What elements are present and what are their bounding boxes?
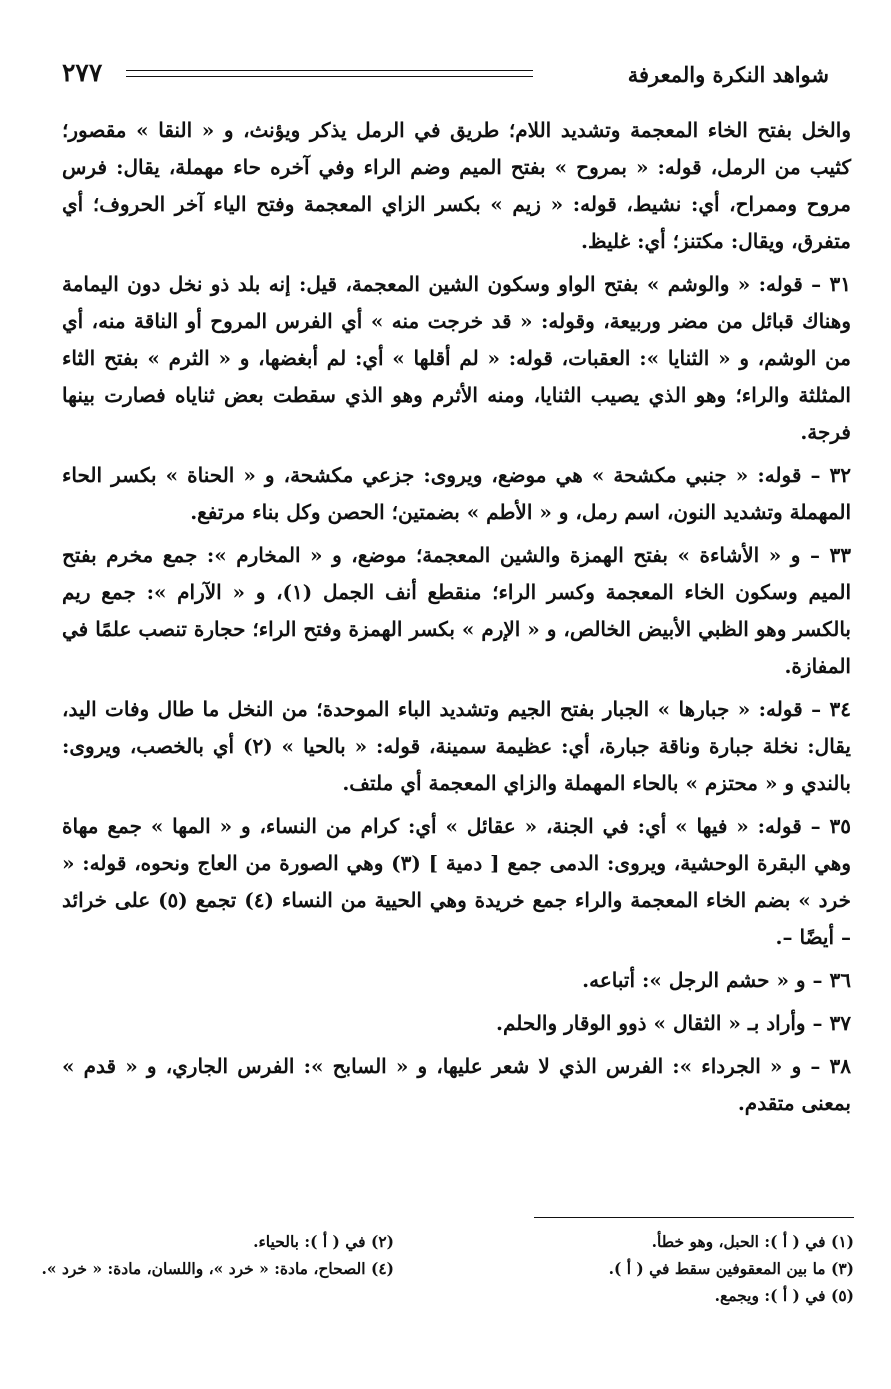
header-rule-top — [126, 70, 533, 71]
footnote: (٢) في ( أ ): بالحياء. — [253, 1232, 394, 1251]
paragraph: ٣٤ – قوله: « جبارها » الجبار بفتح الجيم وتشديد الباء الموحدة؛ من النخل ما طال وفات اليد، يقال: نخلة جبارة وناقة جبارة، أي: عظيمة سمينة، قوله: « بالحيا » (٢) أي بالخصب، ويروى: بالندي و « محتزم » بالحاء المهملة والزاي المعجمة أي ملتف. — [62, 697, 851, 795]
paragraph: ٣٢ – قوله: « جنبي مكشحة » هي موضع، ويروى: جزعي مكشحة، و « الحناة » بكسر الحاء المهملة وتشديد النون، اسم رمل، و « الأطم » بضمتين؛ الحصن وكل بناء مرتفع. — [62, 463, 851, 524]
paragraph: ٣٨ – و « الجرداء »: الفرس الذي لا شعر عليها، و « السابح »: الفرس الجاري، و « قدم » بمعنى متقدم. — [62, 1054, 851, 1115]
footnote-row — [40, 1228, 854, 1255]
paragraph: والخل بفتح الخاء المعجمة وتشديد اللام؛ طريق في الرمل يذكر ويؤنث، و « النقا » مقصور؛ كثيب من الرمل، قوله: « بمروح » بفتح الميم وضم الراء وفي آخره حاء مهملة، يقال: فرس مروح وممراح، أي: نشيط، قوله: « زيم » بكسر الزاي المعجمة وفتح الياء آخر الحروف؛ أي متفرق، ويقال: مكتنز؛ أي: غليظ. — [62, 118, 851, 253]
header-rule-bottom — [126, 76, 533, 77]
paragraph: ٣٦ – و « حشم الرجل »: أتباعه. — [582, 968, 851, 992]
main-text — [62, 112, 851, 1128]
footnote-row — [40, 1255, 854, 1282]
footnote-row — [40, 1282, 854, 1309]
paragraph: ٣٥ – قوله: « فيها » أي: في الجنة، « عقائل » أي: كرام من النساء، و « المها » جمع مهاة وهي البقرة الوحشية، ويروى: الدمى جمع [ دمية ] (٣) وهي الصورة من العاج ونحوه، قوله: « خرد » بضم الخاء المعجمة والراء جمع خريدة وهي الحيية من النساء (٤) تجمع (٥) على خرائد – أيضًا –. — [62, 814, 851, 949]
footnote: (٤) الصحاح، مادة: « خرد »، واللسان، مادة: « خرد ». — [41, 1259, 394, 1278]
footnote: (٥) في ( أ ): ويجمع. — [714, 1286, 854, 1305]
page-number: ٢٧٧ — [62, 58, 103, 87]
running-title: شواهد النكرة والمعرفة — [627, 62, 829, 87]
footnotes — [40, 1228, 854, 1309]
paragraph: ٣٧ – وأراد بـ « الثقال » ذوو الوقار والحلم. — [496, 1011, 851, 1035]
page-header — [62, 58, 829, 98]
paragraph: ٣١ – قوله: « والوشم » بفتح الواو وسكون الشين المعجمة، قيل: إنه بلد ذو نخل دون اليمامة وهناك قبائل من مضر وربيعة، وقوله: « قد خرجت منه » أي الفرس المروح أو الناقة منه، أي من الوشم، و « الثنايا »: العقبات، قوله: « لم أقلها » أي: لم أبغضها، و « الثرم » بفتح الثاء المثلثة والراء؛ وهو الذي يصيب الثنايا، ومنه الأثرم وهو الذي سقطت بعض ثناياه فصارت بينها فرجة. — [62, 272, 852, 444]
footnote: (٣) ما بين المعقوفين سقط في ( أ ). — [608, 1259, 854, 1278]
paragraph: ٣٣ – و « الأشاءة » بفتح الهمزة والشين المعجمة؛ موضع، و « المخارم »: جمع مخرم بفتح الميم وسكون الخاء المعجمة وكسر الراء؛ منقطع أنف الجمل (١)، و « الآرام »: جمع ريم بالكسر وهو الظبي الأبيض الخالص، و « الإرم » بكسر الهمزة وفتح الراء؛ حجارة تنصب علمًا في المفازة. — [62, 543, 851, 678]
footnote-separator — [534, 1217, 854, 1218]
footnote: (١) في ( أ ): الحبل، وهو خطأ. — [651, 1232, 854, 1251]
